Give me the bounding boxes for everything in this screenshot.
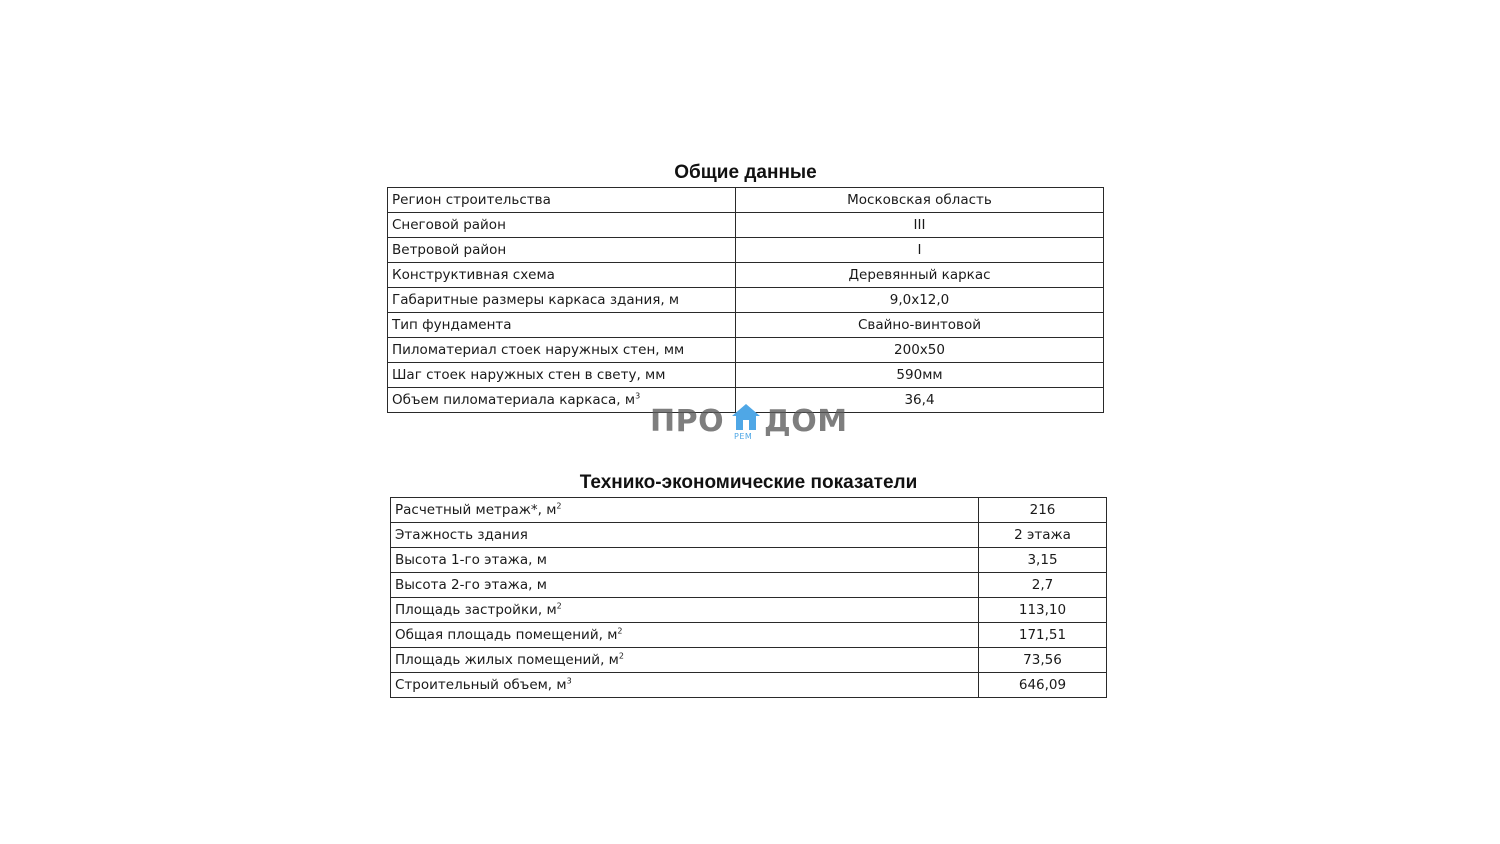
table-row [388, 338, 1104, 363]
row-label-text: Ветровой район [392, 242, 507, 258]
row-label [388, 238, 736, 263]
row-value: I [736, 238, 1104, 263]
watermark-text-left: ПРО [650, 404, 725, 439]
row-label [391, 548, 979, 573]
unit-exponent: 2 [556, 601, 562, 611]
row-label [388, 288, 736, 313]
row-label [391, 573, 979, 598]
watermark-subtext: РЕМ [734, 432, 753, 441]
row-value: III [736, 213, 1104, 238]
tech-indicators-table [390, 497, 1107, 698]
row-value: 9,0х12,0 [736, 288, 1104, 313]
unit-exponent: 2 [618, 651, 624, 661]
table-row [388, 313, 1104, 338]
row-value: 171,51 [979, 623, 1107, 648]
table-row [388, 388, 1104, 413]
table-row [391, 673, 1107, 698]
row-label [391, 523, 979, 548]
row-label [388, 313, 736, 338]
table-row [391, 648, 1107, 673]
table-row [388, 188, 1104, 213]
tech-indicators-title: Технико-экономические показатели [579, 472, 918, 493]
row-label-text: Снеговой район [392, 217, 506, 233]
table-row [391, 548, 1107, 573]
row-label [391, 673, 979, 698]
row-label [388, 263, 736, 288]
row-label [391, 623, 979, 648]
row-label-text: Тип фундамента [392, 317, 512, 333]
row-label [388, 388, 736, 413]
general-data-table [387, 187, 1104, 413]
table-row [391, 573, 1107, 598]
table-row [388, 238, 1104, 263]
row-label-text: Строительный объем, м [395, 677, 567, 693]
tech-indicators-body [391, 498, 1107, 698]
table-row [391, 498, 1107, 523]
row-label-text: Объем пиломатериала каркаса, м [392, 392, 636, 408]
row-label-text: Шаг стоек наружных стен в свету, мм [392, 367, 666, 383]
unit-exponent: 3 [566, 676, 572, 686]
row-value: 590мм [736, 363, 1104, 388]
general-data-body [388, 188, 1104, 413]
row-label-text: Высота 1-го этажа, м [395, 552, 547, 568]
row-label [388, 213, 736, 238]
row-value: 2 этажа [979, 523, 1107, 548]
row-value: 216 [979, 498, 1107, 523]
table-row [391, 598, 1107, 623]
row-label-text: Площадь застройки, м [395, 602, 557, 618]
row-label-text: Этажность здания [395, 527, 528, 543]
row-label-text: Расчетный метраж*, м [395, 502, 557, 518]
row-label-text: Габаритные размеры каркаса здания, м [392, 292, 680, 308]
row-label [388, 338, 736, 363]
row-value: 3,15 [979, 548, 1107, 573]
row-value: 73,56 [979, 648, 1107, 673]
table-row [388, 288, 1104, 313]
watermark-text-right: ДОМ [764, 404, 848, 439]
row-value: Свайно-винтовой [736, 313, 1104, 338]
table-row [388, 213, 1104, 238]
row-label [391, 598, 979, 623]
unit-exponent: 2 [556, 501, 562, 511]
row-value: 36,4 [736, 388, 1104, 413]
row-value: 2,7 [979, 573, 1107, 598]
row-label-text: Площадь жилых помещений, м [395, 652, 619, 668]
unit-exponent: 3 [635, 391, 641, 401]
general-data-title: Общие данные [674, 162, 817, 183]
row-label-text: Пиломатериал стоек наружных стен, мм [392, 342, 685, 358]
row-value: 646,09 [979, 673, 1107, 698]
table-row [391, 623, 1107, 648]
table-row [388, 363, 1104, 388]
row-label-text: Общая площадь помещений, м [395, 627, 618, 643]
row-label [391, 648, 979, 673]
row-value: 113,10 [979, 598, 1107, 623]
table-row [388, 263, 1104, 288]
row-label-text: Высота 2-го этажа, м [395, 577, 547, 593]
row-label [391, 498, 979, 523]
row-label-text: Регион строительства [392, 192, 551, 208]
row-label-text: Конструктивная схема [392, 267, 555, 283]
table-row [391, 523, 1107, 548]
row-label [388, 188, 736, 213]
row-label [388, 363, 736, 388]
row-value: Московская область [736, 188, 1104, 213]
unit-exponent: 2 [617, 626, 623, 636]
row-value: 200х50 [736, 338, 1104, 363]
row-value: Деревянный каркас [736, 263, 1104, 288]
